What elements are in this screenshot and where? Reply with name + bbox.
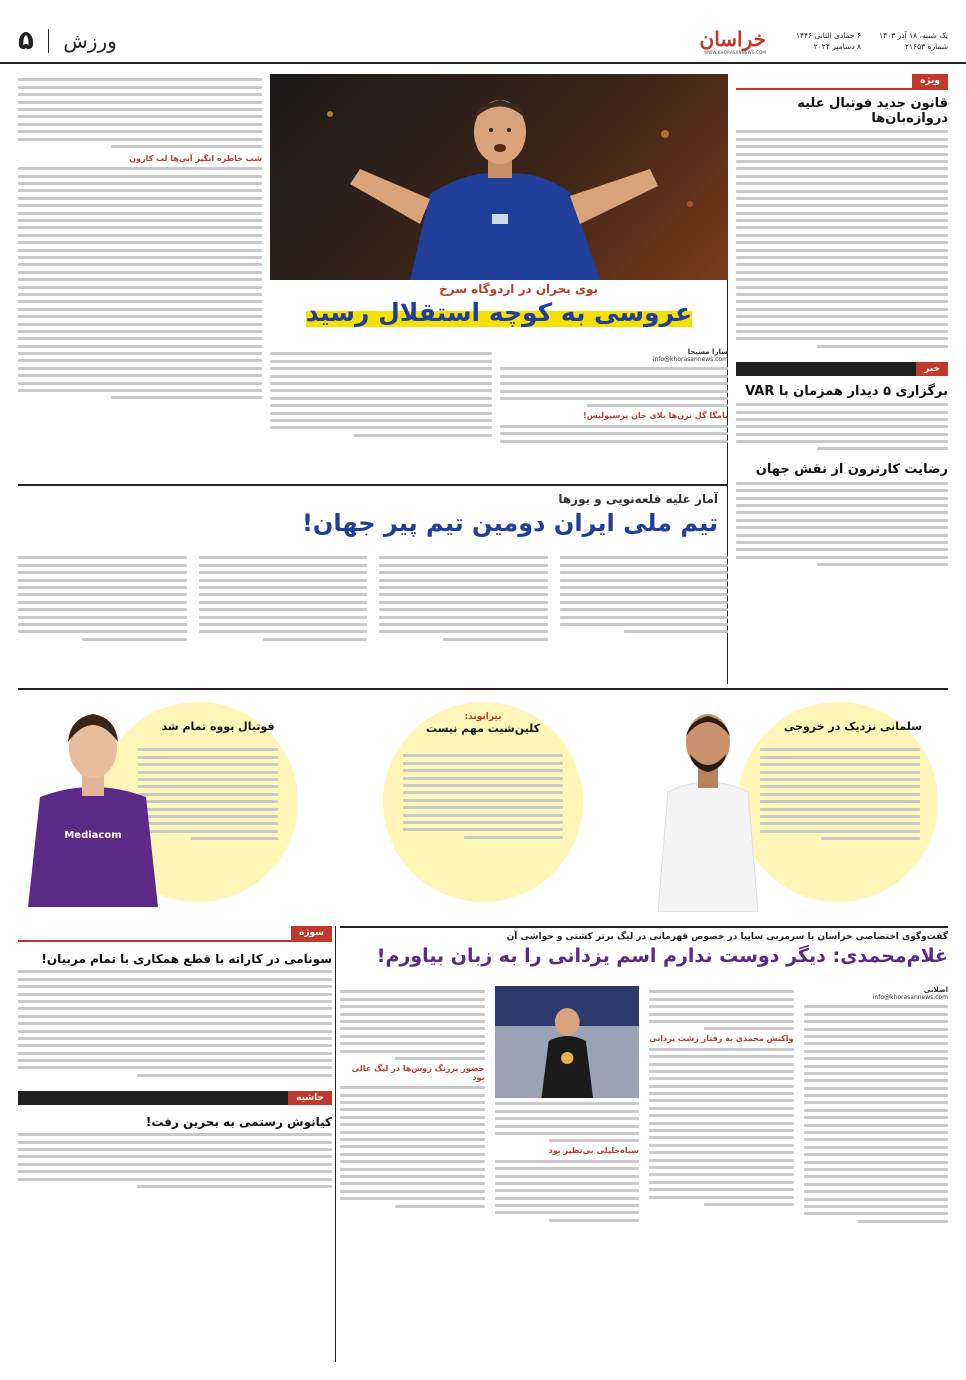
- section-name: ورزش: [63, 29, 117, 53]
- middle-col-a: [560, 552, 729, 674]
- interview-headline: غلام‌محمدی: دیگر دوست ندارم اسم یزدانی را به زبان بیاورم!: [376, 945, 948, 967]
- wrestling-coach-illustration: [495, 986, 640, 1098]
- article-title-karate: سونامی در کاراته با قطع همکاری با تمام مربیان!: [41, 952, 332, 966]
- tag-subject: سوژه: [291, 926, 332, 940]
- sponsor-text: Mediacom: [64, 830, 122, 841]
- middle-story-headline-block: [18, 492, 728, 544]
- interview-subhead-1: واکنش محمدی به رفتار زشت یزدانی: [649, 1034, 794, 1044]
- top-story-headline-block: [270, 282, 728, 334]
- circle-2-heading: [398, 712, 568, 735]
- top-story-subhead-1: یامگا گل نزن‌ها بلای جان پرسپولیس!: [582, 411, 728, 421]
- middle-col-c: [199, 552, 368, 674]
- top-story-subhead-2: شب خاطره انگیز آبی‌ها لب کارون: [129, 153, 262, 163]
- top-story-bottom-rule: [18, 484, 728, 486]
- hijri-line-2: ۸ دسامبر ۲۰۲۴: [813, 42, 861, 51]
- feature-bove: [18, 702, 318, 902]
- logo-url: WWW.KHORASANNEWS.COM: [704, 50, 766, 55]
- interview-author-email: info@khorasannews.com: [872, 994, 948, 1001]
- article-body-goalkeeper-law: [736, 130, 948, 347]
- interview-col-4-text-b: [340, 1086, 485, 1207]
- page-header: [0, 0, 966, 64]
- newspaper-logo: [699, 27, 766, 55]
- interview-columns: [340, 986, 948, 1362]
- circles-row: [18, 688, 948, 913]
- interview-col-3: [495, 986, 640, 1362]
- page-number: ۵: [18, 26, 34, 56]
- tag-margin: حاشیه: [288, 1091, 332, 1105]
- player-photo-salmani: [648, 702, 768, 912]
- hijri-line-1: ۶ جمادی الثانی ۱۴۴۶: [795, 31, 861, 40]
- tag-news: خبر: [916, 362, 948, 376]
- article-body-carteron: [736, 482, 948, 566]
- top-story-col-1: [500, 348, 728, 478]
- header-divider: [48, 29, 50, 53]
- article-body-rostami: [18, 1133, 332, 1188]
- football-player-illustration: [270, 74, 728, 280]
- interview-col-3-text-a: [495, 1102, 640, 1142]
- author-name: سارا مسیحا: [687, 348, 728, 356]
- top-story-col-2-text: [270, 352, 492, 436]
- interview-col-4-text-a: [340, 990, 485, 1060]
- interview-subhead-2: سیاه‌خلیلی بی‌نظیر بود: [548, 1146, 639, 1156]
- top-story-headline-text: عروسی به کوچه استقلال رسید: [305, 298, 693, 327]
- interview-col-2-text-a: [649, 990, 794, 1030]
- interview-col-1: [804, 986, 949, 1362]
- feature-salmani: [648, 702, 948, 902]
- tag-row-subject: [18, 926, 332, 942]
- article-title-carteron: رضایت کارترون از نقش جهان: [755, 462, 948, 478]
- tag-special: ویژه: [912, 74, 948, 88]
- top-story-col-2: [270, 348, 492, 478]
- tag-row-margin: [18, 1091, 332, 1105]
- article-title-var: برگزاری ۵ دیدار همزمان با VAR: [745, 383, 948, 399]
- circle-1-text: [760, 744, 920, 840]
- interview-kicker: گفت‌وگوی اختصاصی خراسان با سرمربی سایپا در خصوص قهرمانی در لیگ برتر کشتی و حواشی آن: [506, 932, 948, 942]
- date-line-2: شماره ۲۱۶۵۳: [905, 42, 948, 51]
- top-story-col-3-text-b: [18, 167, 262, 399]
- player-photo-bove: [18, 702, 168, 907]
- left-bottom-column: [18, 926, 332, 1362]
- player-illustration-bove: [18, 702, 168, 907]
- top-story-byline: [500, 348, 728, 363]
- article-title-rostami: کیانوش رستمی به بحرین رفت!: [145, 1114, 332, 1129]
- right-column: [736, 74, 948, 686]
- date-line-1: یک شنبه، ۱۸ آذر ۱۴۰۳: [879, 31, 948, 40]
- top-story-headline: [270, 298, 728, 328]
- circle-1-title: سلمانی نزدیک در خروجی: [783, 720, 923, 733]
- hijri-date-block: [796, 30, 861, 52]
- column-divider-left: [335, 926, 336, 1362]
- interview-photo: [495, 986, 640, 1098]
- top-story-col-1-text: [500, 367, 728, 407]
- date-block: [879, 30, 948, 52]
- tag-row-1: [736, 74, 948, 90]
- tag-row-2: [736, 362, 948, 376]
- interview-col-3-text-b: [495, 1160, 640, 1222]
- circle-2-text: [403, 750, 563, 839]
- middle-col-d: [18, 552, 187, 674]
- interview-subhead-3: حضور پررنگ روس‌ها در لیگ عالی بود: [351, 1063, 485, 1082]
- interview-byline: [804, 986, 949, 1001]
- top-story-photo: [270, 74, 728, 280]
- section-label: [18, 26, 117, 56]
- feature-beiranvand: [338, 702, 628, 902]
- article-body-karate: [18, 970, 332, 1076]
- author-email: info@khorasannews.com: [652, 356, 728, 363]
- top-story-col-3: [18, 74, 262, 484]
- top-story-col-1-text-b: [500, 425, 728, 443]
- interview-col-2-text-b: [649, 1048, 794, 1206]
- circle-2-kicker: بیرانوند:: [464, 712, 502, 722]
- article-body-var: [736, 403, 948, 450]
- middle-story-headline: تیم ملی ایران دومین تیم پیر جهان!: [301, 509, 718, 537]
- circle-2-title: کلین‌شیت مهم نیست: [425, 722, 541, 735]
- interview-author: اصلانی: [923, 986, 948, 994]
- circle-3-title: فوتبال بووه تمام شد: [161, 720, 275, 733]
- top-story-kicker: بوی بحران در اردوگاه سرخ: [439, 282, 598, 296]
- middle-story-columns: [18, 552, 728, 674]
- article-title-goalkeeper-law: قانون جدید فوتبال علیه دروازه‌بان‌ها: [797, 96, 948, 126]
- logo-text: خراسان: [699, 27, 766, 51]
- interview-col-4: [340, 986, 485, 1362]
- middle-story-kicker: آمار علیه قلعه‌نویی و یوزها: [558, 492, 718, 506]
- top-story-col-3-text-a: [18, 78, 262, 148]
- interview-col-1-text: [804, 1005, 949, 1222]
- interview-col-2: [649, 986, 794, 1362]
- middle-col-b: [379, 552, 548, 674]
- interview-headline-block: [340, 926, 948, 982]
